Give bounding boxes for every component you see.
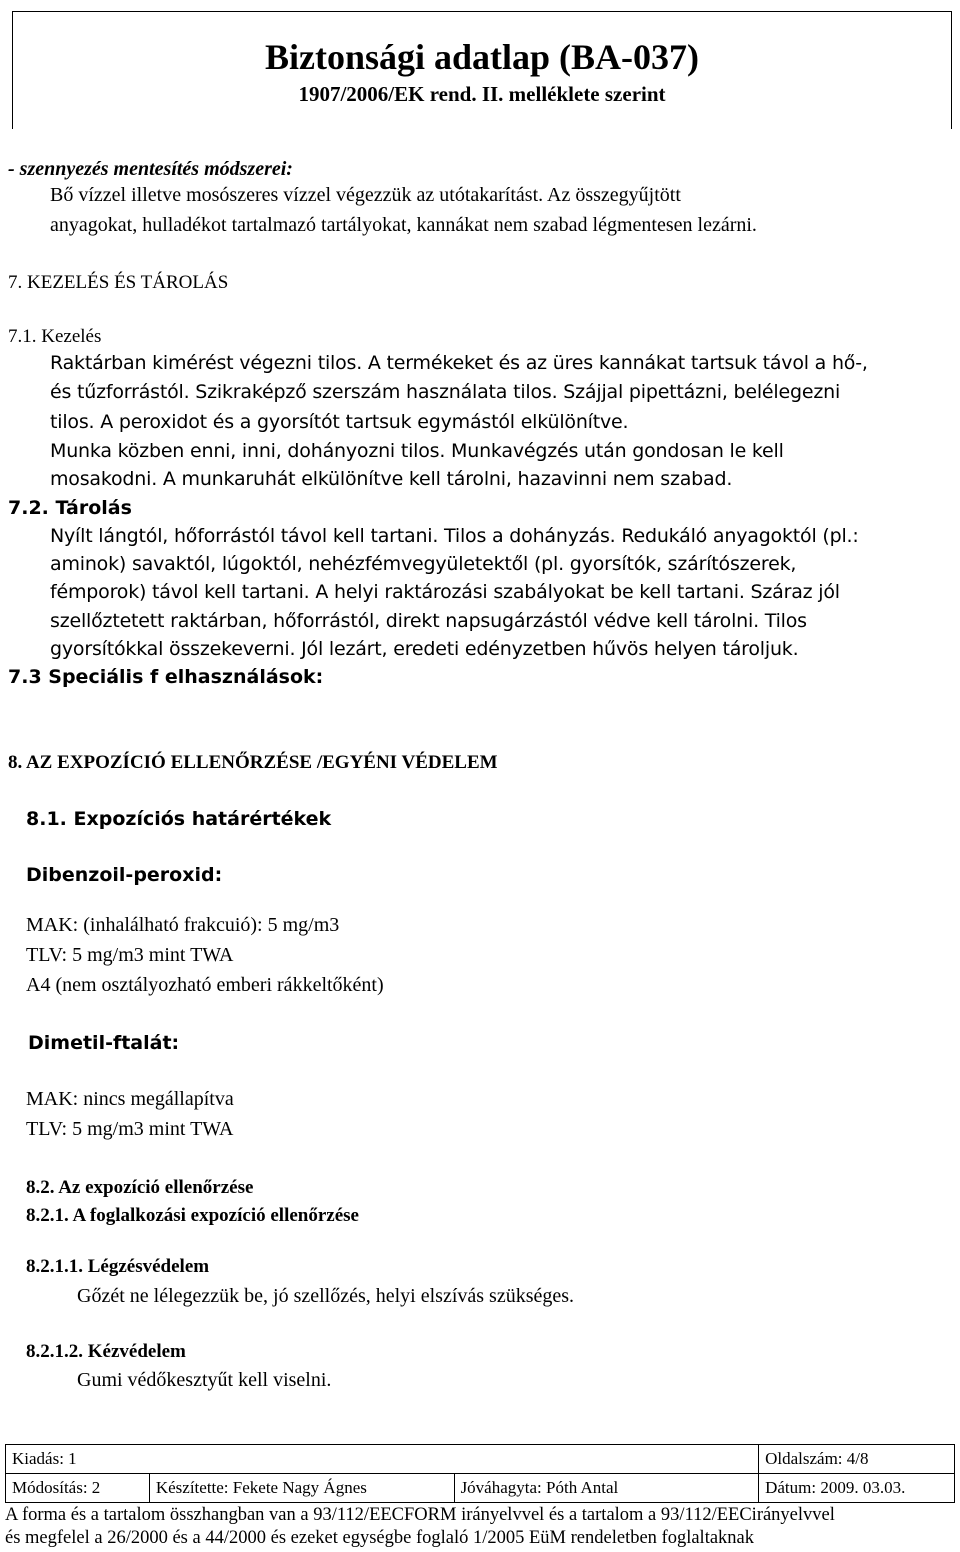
section-8-2-1-1-title: 8.2.1.1. Légzésvédelem <box>26 1256 210 1277</box>
exposure-limit-line: A4 (nem osztályozható emberi rákkeltőként) <box>26 974 384 996</box>
document-footer-table <box>5 1444 955 1503</box>
approved-cell: Jóváhagyta: Póth Antal <box>454 1474 759 1503</box>
cleanup-line: anyagokat, hulladékot tartalmazó tartályokat, kannákat nem szabad légmentesen lezárni. <box>50 214 757 236</box>
issue-cell: Kiadás: 1 <box>6 1445 759 1474</box>
revision-cell: Módosítás: 2 <box>6 1474 150 1503</box>
exposure-limit-line: MAK: (inhalálható frakcuió): 5 mg/m3 <box>26 914 340 936</box>
section-8-2-1-2-title: 8.2.1.2. Kézvédelem <box>26 1341 186 1362</box>
document-header <box>12 11 952 129</box>
section-8-1-title: 8.1. Expozíciós határértékek <box>26 808 332 830</box>
exposure-limit-line: MAK: nincs megállapítva <box>26 1088 234 1110</box>
storage-line: szellőztetett raktárban, hőforrástól, direkt napsugárzástól védve kell tárolni. Tilos <box>50 610 807 632</box>
storage-line: aminok) savaktól, lúgoktól, nehézfémvegyületektől (pl. gyorsítók, szárítószerek, <box>50 553 797 575</box>
compliance-note-line: A forma és a tartalom összhangban van a 93/112/EECFORM irányelvvel és a tartalom a 93/112/EECirányelvvel <box>5 1505 835 1525</box>
exposure-limit-line: TLV: 5 mg/m3 mint TWA <box>26 944 234 966</box>
exposure-limit-line: TLV: 5 mg/m3 mint TWA <box>26 1118 234 1140</box>
storage-line: fémporok) távol kell tartani. A helyi raktározási szabályokat be kell tartani. Száraz jól <box>50 581 840 603</box>
date-cell: Dátum: 2009. 03.03. <box>759 1474 955 1503</box>
section-7-3-title: 7.3 Speciális f elhasználások: <box>8 666 324 688</box>
substance-name: Dimetil-ftalát: <box>28 1032 180 1054</box>
handling-line: és tűzforrástól. Szikraképző szerszám használata tilos. Szájjal pipettázni, belélegezni <box>50 381 841 403</box>
section-7-2-title: 7.2. Tárolás <box>8 497 132 519</box>
substance-name: Dibenzoil-peroxid: <box>26 864 223 886</box>
cleanup-line: Bő vízzel illetve mosószeres vízzel végezzük az utótakarítást. Az összegyűjtött <box>50 184 681 206</box>
cleanup-heading: - szennyezés mentesítés módszerei: <box>8 158 293 180</box>
section-7-title: 7. KEZELÉS ÉS TÁROLÁS <box>8 272 229 293</box>
handling-line: tilos. A peroxidot és a gyorsítót tartsuk egymástól elkülönítve. <box>50 411 629 433</box>
section-8-title: 8. AZ EXPOZÍCIÓ ELLENŐRZÉSE /EGYÉNI VÉDELEM <box>8 752 498 773</box>
author-cell: Készítette: Fekete Nagy Ágnes <box>149 1474 454 1503</box>
handling-line: mosakodni. A munkaruhát elkülönítve kell tárolni, hazavinni nem szabad. <box>50 468 733 490</box>
section-8-2-1-title: 8.2.1. A foglalkozási expozíció ellenőrzése <box>26 1205 359 1226</box>
page-number-cell: Oldalszám: 4/8 <box>759 1445 955 1474</box>
respiratory-protection-text: Gőzét ne lélegezzük be, jó szellőzés, helyi elszívás szükséges. <box>77 1285 575 1307</box>
storage-line: Nyílt lángtól, hőforrástól távol kell tartani. Tilos a dohányzás. Redukáló anyagoktól (pl.: <box>50 525 859 547</box>
compliance-note-line: és megfelel a 26/2000 és a 44/2000 és ezeket egységbe foglaló 1/2005 EüM rendeletben foglaltaknak <box>5 1528 755 1548</box>
hand-protection-text: Gumi védőkesztyűt kell viselni. <box>77 1369 332 1391</box>
handling-line: Munka közben enni, inni, dohányozni tilos. Munkavégzés után gondosan le kell <box>50 440 784 462</box>
handling-line: Raktárban kimérést végezni tilos. A termékeket és az üres kannákat tartsuk távol a hő-, <box>50 352 868 374</box>
section-8-2-title: 8.2. Az expozíció ellenőrzése <box>26 1177 254 1198</box>
section-7-1-title: 7.1. Kezelés <box>8 326 102 347</box>
document-subtitle: 1907/2006/EK rend. II. melléklete szerint <box>298 82 666 106</box>
document-title: Biztonsági adatlap (BA-037) <box>264 37 700 77</box>
storage-line: gyorsítókkal összekeverni. Jól lezárt, eredeti edényzetben hűvös helyen tároljuk. <box>50 638 799 660</box>
